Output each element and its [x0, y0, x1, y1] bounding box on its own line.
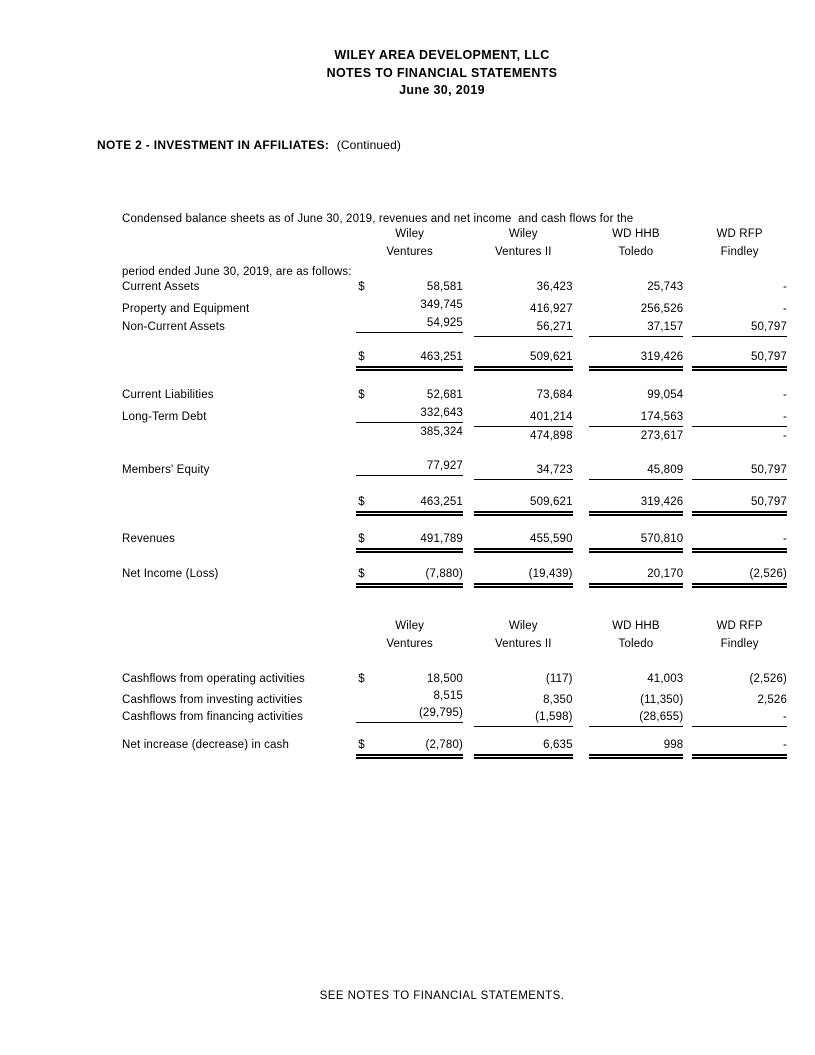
col-header-wd-hhb: Toledo	[618, 638, 654, 650]
col-header-wd-hhb: WD HHB	[612, 228, 660, 240]
cell-col1	[356, 568, 463, 588]
cell-value: 463,251	[420, 496, 463, 508]
col-header-wiley-ventures: Ventures	[386, 246, 433, 258]
cell-col4: -	[783, 281, 788, 293]
cell-col2: 73,684	[536, 389, 573, 401]
cell-col4: -	[783, 430, 788, 442]
cell-col3: (28,655)	[589, 711, 684, 727]
intro-line-2: period ended June 30, 2019, are as follows:	[122, 265, 352, 278]
table-row-revenues	[122, 533, 787, 553]
table-row	[122, 317, 787, 337]
cell-col4: 50,797	[692, 496, 787, 516]
cell-col4: -	[783, 389, 788, 401]
cell-value: 58,581	[426, 281, 463, 293]
row-label: Property and Equipment	[122, 303, 250, 315]
dollar-sign: $	[358, 673, 365, 685]
dollar-sign: $	[358, 496, 365, 508]
cell-col2: 509,621	[474, 496, 573, 516]
row-label: Revenues	[122, 533, 175, 545]
cell-col1	[356, 707, 463, 723]
document-date: June 30, 2019	[399, 83, 485, 97]
col-header-wd-hhb: WD HHB	[612, 620, 660, 632]
table-row-financing	[122, 707, 787, 727]
cell-value: (2,780)	[425, 739, 463, 751]
cell-value: 52,681	[426, 389, 463, 401]
cell-value: 332,643	[420, 407, 463, 419]
cell-col1	[356, 739, 463, 759]
cell-value: (29,795)	[418, 707, 463, 719]
dollar-sign: $	[358, 389, 365, 401]
cell-col3: 45,809	[589, 464, 684, 480]
table-row-total-liabilities-equity	[122, 496, 787, 516]
cell-value: 349,745	[420, 299, 463, 311]
document-title: NOTES TO FINANCIAL STATEMENTS	[326, 65, 558, 80]
note-heading	[97, 138, 401, 152]
cell-col2: 56,271	[474, 321, 573, 337]
cell-value: 77,927	[426, 460, 463, 472]
cell-col1	[356, 389, 463, 402]
row-label: Net increase (decrease) in cash	[122, 739, 290, 751]
cell-col4: -	[692, 711, 787, 727]
cell-col1	[356, 299, 463, 312]
cell-col2: 34,723	[474, 464, 573, 480]
cell-col4: (2,526)	[692, 568, 787, 588]
cell-col3: (11,350)	[640, 694, 684, 706]
row-label: Current Liabilities	[122, 389, 214, 401]
table-row-investing	[122, 690, 787, 707]
cell-col1	[356, 690, 463, 703]
cell-col1	[356, 533, 463, 553]
cell-col1	[356, 317, 463, 333]
col-header-wd-rfp: WD RFP	[716, 228, 763, 240]
cell-col3: 319,426	[589, 351, 684, 371]
cell-col1	[356, 281, 463, 294]
cell-col1	[356, 407, 463, 423]
cell-value: (7,880)	[425, 568, 463, 580]
table-row-net-increase	[122, 739, 787, 759]
note-title: NOTE 2 - INVESTMENT IN AFFILIATES:	[97, 138, 330, 152]
cell-col4: -	[783, 303, 788, 315]
dollar-sign: $	[358, 533, 365, 545]
column-header-row	[122, 246, 787, 259]
cell-col2: 416,927	[530, 303, 573, 315]
cell-value: 54,925	[426, 317, 463, 329]
cell-col3: 256,526	[640, 303, 684, 315]
row-label: Cashflows from investing activities	[122, 694, 303, 706]
table-row	[122, 407, 787, 427]
cell-col4: 2,526	[757, 694, 788, 706]
col-header-wiley-ventures-2: Wiley	[508, 620, 538, 632]
cell-value: 463,251	[420, 351, 463, 363]
col-header-wiley-ventures-2: Ventures II	[494, 638, 552, 650]
footer-note: SEE NOTES TO FINANCIAL STATEMENTS.	[319, 990, 565, 1002]
cell-col3: 998	[589, 739, 684, 759]
row-label: Cashflows from operating activities	[122, 673, 305, 685]
cell-col4: 50,797	[692, 321, 787, 337]
table-row	[122, 299, 787, 316]
row-label: Long-Term Debt	[122, 411, 207, 423]
cell-col4: 50,797	[692, 464, 787, 480]
column-header-row	[122, 228, 787, 241]
cell-value: 385,324	[420, 426, 463, 438]
cell-col3: 25,743	[647, 281, 684, 293]
cell-col4: 50,797	[692, 351, 787, 371]
cell-col2: (1,598)	[474, 711, 573, 727]
col-header-wiley-ventures: Wiley	[395, 228, 425, 240]
col-header-wiley-ventures: Ventures	[386, 638, 433, 650]
cell-col3: 99,054	[647, 389, 684, 401]
col-header-wd-rfp: Findley	[720, 246, 759, 258]
cell-col4: -	[692, 739, 787, 759]
table-row-total-liabilities	[122, 426, 787, 443]
cell-col2: 6,635	[474, 739, 573, 759]
col-header-wiley-ventures-2: Ventures II	[494, 246, 552, 258]
col-header-wd-rfp: WD RFP	[716, 620, 763, 632]
cell-col1	[356, 460, 463, 476]
cell-value: 491,789	[420, 533, 463, 545]
cell-col1	[356, 351, 463, 371]
cell-col1	[356, 673, 463, 686]
row-label: Cashflows from financing activities	[122, 711, 304, 723]
dollar-sign: $	[358, 281, 365, 293]
cell-col3: 273,617	[640, 430, 684, 442]
cell-col3: 174,563	[589, 411, 684, 427]
cell-col4: -	[692, 533, 787, 553]
cell-col3: 20,170	[589, 568, 684, 588]
row-label: Members' Equity	[122, 464, 210, 476]
column-header-row	[122, 638, 787, 651]
table-row-total-assets	[122, 351, 787, 371]
row-label: Net Income (Loss)	[122, 568, 219, 580]
cell-col2: 455,590	[474, 533, 573, 553]
row-label: Current Assets	[122, 281, 200, 293]
col-header-wiley-ventures-2: Wiley	[508, 228, 538, 240]
cell-col4: -	[692, 411, 787, 427]
table-row	[122, 281, 787, 294]
cell-value: 18,500	[426, 673, 463, 685]
cashflow-table	[122, 620, 787, 785]
cell-col1	[356, 496, 463, 516]
cell-col2: 474,898	[530, 430, 573, 442]
cell-col3: 570,810	[589, 533, 684, 553]
cell-value: 8,515	[433, 690, 463, 702]
cell-col3: 37,157	[589, 321, 684, 337]
note-continued-label: (Continued)	[336, 138, 402, 152]
cell-col2: (117)	[545, 673, 573, 685]
company-name: WILEY AREA DEVELOPMENT, LLC	[334, 48, 550, 62]
cell-col2: 36,423	[536, 281, 573, 293]
cell-col4: (2,526)	[749, 673, 788, 685]
cell-col3: 41,003	[647, 673, 684, 685]
dollar-sign: $	[358, 568, 365, 580]
cell-col2: 8,350	[543, 694, 573, 706]
cell-col2: 401,214	[474, 411, 573, 427]
col-header-wd-rfp: Findley	[720, 638, 759, 650]
document-header	[97, 47, 787, 100]
table-row-net-income	[122, 568, 787, 588]
col-header-wiley-ventures: Wiley	[395, 620, 425, 632]
row-label: Non-Current Assets	[122, 321, 226, 333]
intro-line-1: Condensed balance sheets as of June 30, 2019, revenues and net income and cash flows for the	[122, 213, 634, 225]
table-row	[122, 460, 787, 480]
dollar-sign: $	[358, 351, 365, 363]
cell-col1	[356, 426, 463, 439]
cell-col2: 509,621	[474, 351, 573, 371]
column-header-row	[122, 620, 787, 633]
col-header-wd-hhb: Toledo	[618, 246, 654, 258]
balance-sheet-table	[122, 228, 787, 620]
dollar-sign: $	[358, 739, 365, 751]
cell-col2: (19,439)	[474, 568, 573, 588]
cell-col3: 319,426	[589, 496, 684, 516]
table-row-operating	[122, 673, 787, 686]
table-row	[122, 389, 787, 402]
